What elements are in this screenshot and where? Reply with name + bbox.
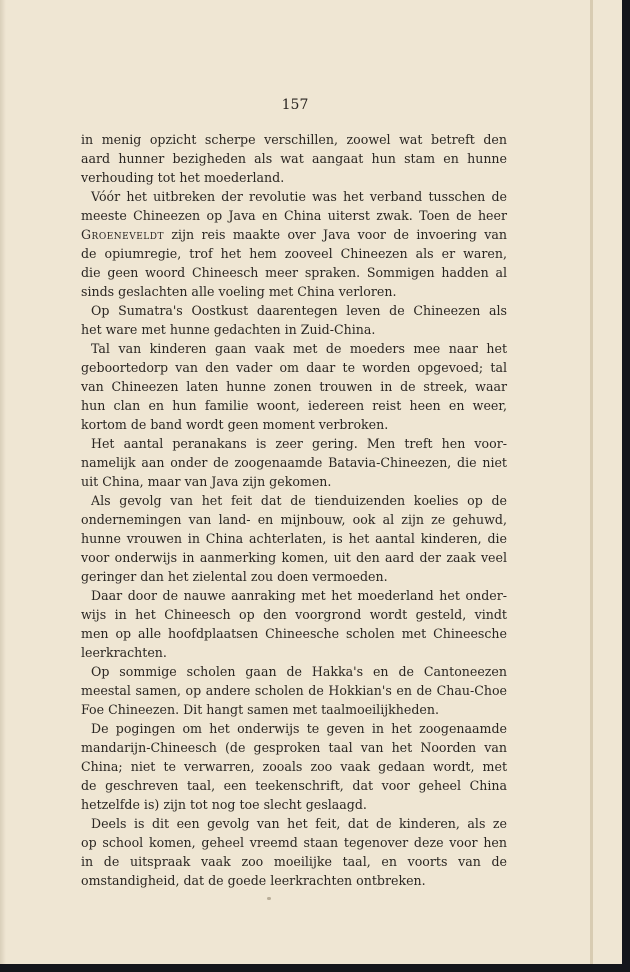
line-text: ondernemingen van land- en mijnbouw, ook al zijn ze gehuwd, (81, 512, 507, 527)
text-line (81, 643, 507, 662)
text-line (81, 358, 507, 377)
line-text: op school komen, geheel vreemd staan tegenover deze voor hen (81, 835, 507, 850)
line-text: Het aantal peranakans is zeer gering. Men treft hen voor- (91, 436, 507, 451)
line-text: namelijk aan onder de zoogenaamde Batavia-Chineezen, die niet (81, 455, 507, 470)
line-text: de geschreven taal, een teekenschrift, dat voor geheel China (81, 778, 507, 793)
line-text: China; niet te verwarren, zooals zoo vaak gedaan wordt, met (81, 759, 507, 774)
line-text: Foe Chineezen. Dit hangt samen met taalmoeilijkheden. (81, 702, 439, 717)
text-line (81, 833, 507, 852)
text-line (81, 282, 507, 301)
line-text: wijs in het Chineesch op den voorgrond wordt gesteld, vindt (81, 607, 507, 622)
text-line (81, 548, 507, 567)
text-line (81, 662, 507, 681)
line-text: sinds geslachten alle voeling met China verloren. (81, 284, 397, 299)
text-line (81, 377, 507, 396)
text-line (81, 320, 507, 339)
line-text: Daar door de nauwe aanraking met het moederland het onder- (91, 588, 507, 603)
line-text: leerkrachten. (81, 645, 167, 660)
text-line (81, 814, 507, 833)
line-text: verhouding tot het moederland. (81, 170, 285, 185)
line-text: Tal van kinderen gaan vaak met de moeders mee naar het (91, 341, 507, 356)
text-line (81, 396, 507, 415)
text-line (81, 567, 507, 586)
text-line (81, 187, 507, 206)
text-line (81, 529, 507, 548)
page-fold-shadow (590, 0, 593, 964)
text-line (81, 795, 507, 814)
line-text: geboortedorp van den vader om daar te worden opgevoed; tal (81, 360, 507, 375)
page-edge (0, 0, 6, 964)
text-line (81, 586, 507, 605)
line-text: kortom de band wordt geen moment verbroken. (81, 417, 389, 432)
line-text: Op sommige scholen gaan de Hakka's en de Cantoneezen (91, 664, 507, 679)
text-line (81, 472, 507, 491)
text-line (81, 168, 507, 187)
line-text: Als gevolg van het feit dat de tienduizenden koelies op de (91, 493, 507, 508)
text-line (81, 130, 507, 149)
text-line (81, 491, 507, 510)
text-line (81, 263, 507, 282)
line-text: die geen woord Chineesch meer spraken. Sommigen hadden al (81, 265, 507, 280)
line-text: meestal samen, op andere scholen de Hokkian's en de Chau-Choe (81, 683, 507, 698)
text-line (81, 852, 507, 871)
text-line (81, 149, 507, 168)
text-line (81, 871, 507, 890)
line-text: van Chineezen laten hunne zonen trouwen in de streek, waar (81, 379, 507, 394)
text-line (81, 301, 507, 320)
text-line (81, 339, 507, 358)
text-line (81, 776, 507, 795)
line-text: De pogingen om het onderwijs te geven in het zoogenaamde (91, 721, 507, 736)
text-line (81, 415, 507, 434)
line-text: voor onderwijs in aanmerking komen, uit den aard der zaak veel (81, 550, 507, 565)
text-line (81, 453, 507, 472)
line-text: men op alle hoofdplaatsen Chineesche scholen met Chineesche (81, 626, 507, 641)
body-text (81, 130, 507, 890)
text-line (81, 434, 507, 453)
person-name: Groeneveldt (81, 227, 164, 242)
line-text: aard hunner bezigheden als wat aangaat hun stam en hunne (81, 151, 507, 166)
line-text: de opiumregie, trof het hem zooveel Chineezen als er waren, (81, 246, 507, 261)
text-line (81, 681, 507, 700)
line-text: uit China, maar van Java zijn gekomen. (81, 474, 332, 489)
line-text: hetzelfde is) zijn tot nog toe slecht geslaagd. (81, 797, 367, 812)
line-text: omstandigheid, dat de goede leerkrachten ontbreken. (81, 873, 426, 888)
line-text: meeste Chineezen op Java en China uiterst zwak. Toen de heer (81, 208, 507, 223)
paper-speck (267, 897, 271, 900)
line-text: Op Sumatra's Oostkust daarentegen leven de Chineezen als (91, 303, 507, 318)
line-text: hunne vrouwen in China achterlaten, is het aantal kinderen, die (81, 531, 507, 546)
line-text: Deels is dit een gevolg van het feit, dat de kinderen, als ze (91, 816, 507, 831)
text-line (81, 719, 507, 738)
line-text: hun clan en hun familie woont, iedereen reist heen en weer, (81, 398, 507, 413)
text-line (81, 605, 507, 624)
line-text: in menig opzicht scherpe verschillen, zoowel wat betreft den (81, 132, 507, 147)
line-text: in de uitspraak vaak zoo moeilijke taal, en voorts van de (81, 854, 507, 869)
text-line (81, 738, 507, 757)
text-line (81, 510, 507, 529)
line-text: zijn reis maakte over Java voor de invoering van (164, 227, 507, 242)
text-line (81, 206, 507, 225)
line-text: Vóór het uitbreken der revolutie was het verband tusschen de (91, 189, 507, 204)
text-line (81, 225, 507, 244)
line-text: mandarijn-Chineesch (de gesproken taal van het Noorden van (81, 740, 507, 755)
line-text: het ware met hunne gedachten in Zuid-China. (81, 322, 376, 337)
text-line (81, 624, 507, 643)
page-number: 157 (281, 97, 309, 113)
text-line (81, 244, 507, 263)
text-line (81, 757, 507, 776)
text-line (81, 700, 507, 719)
line-text: geringer dan het zielental zou doen vermoeden. (81, 569, 388, 584)
